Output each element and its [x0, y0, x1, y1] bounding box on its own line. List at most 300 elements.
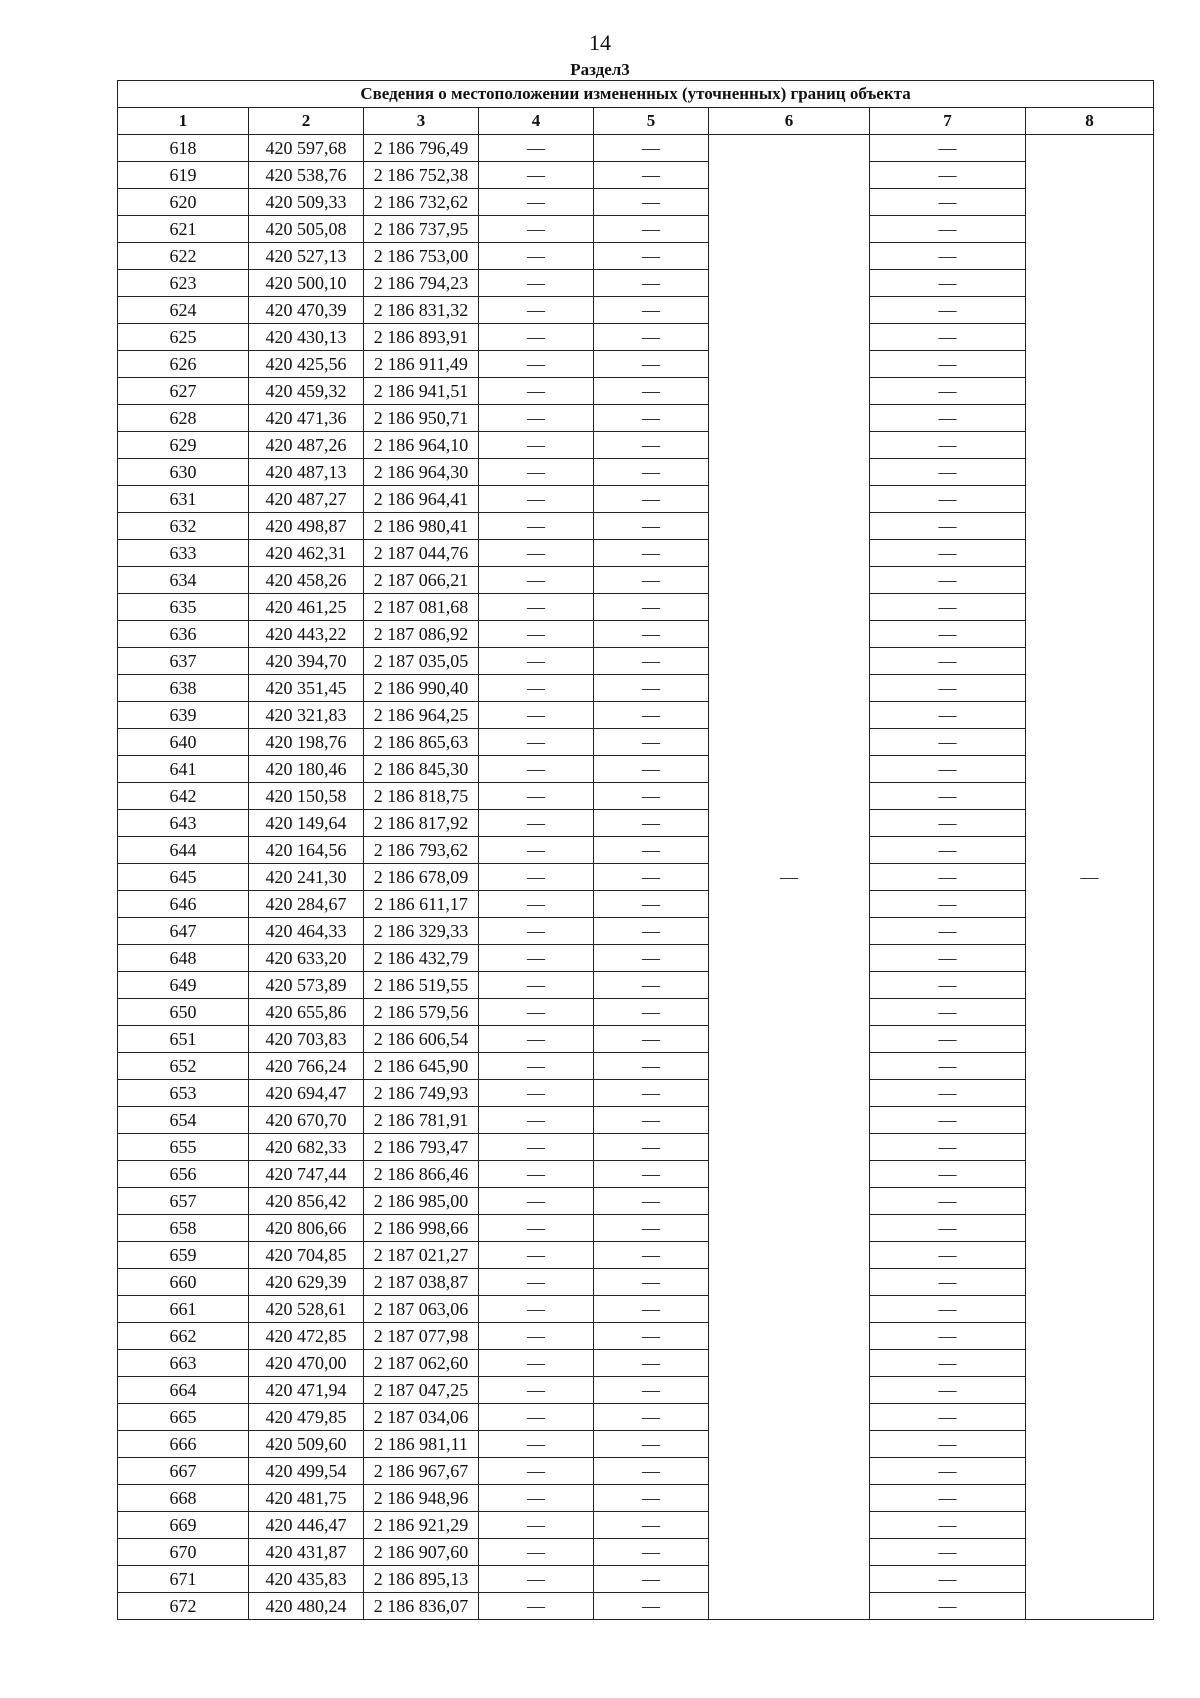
column-5-cell: —: [594, 351, 709, 378]
column-7-cell: —: [870, 540, 1026, 567]
column-5-cell: —: [594, 1323, 709, 1350]
table-row: [118, 918, 1154, 945]
column-5-cell: —: [594, 1296, 709, 1323]
column-5-cell: —: [594, 675, 709, 702]
table-row: [118, 810, 1154, 837]
table-row: [118, 1350, 1154, 1377]
column-5-cell: —: [594, 1566, 709, 1593]
point-number-cell: 665: [118, 1404, 249, 1431]
table-row: [118, 756, 1154, 783]
y-coordinate-cell: 2 186 781,91: [364, 1107, 479, 1134]
table-row: [118, 189, 1154, 216]
x-coordinate-cell: 420 431,87: [249, 1539, 364, 1566]
column-7-cell: —: [870, 432, 1026, 459]
point-number-cell: 649: [118, 972, 249, 999]
column-7-cell: —: [870, 1134, 1026, 1161]
table-row: [118, 513, 1154, 540]
column-4-cell: —: [479, 1296, 594, 1323]
x-coordinate-cell: 420 180,46: [249, 756, 364, 783]
point-number-cell: 634: [118, 567, 249, 594]
x-coordinate-cell: 420 670,70: [249, 1107, 364, 1134]
point-number-cell: 639: [118, 702, 249, 729]
point-number-cell: 630: [118, 459, 249, 486]
column-7-cell: —: [870, 864, 1026, 891]
column-4-cell: —: [479, 162, 594, 189]
column-5-cell: —: [594, 567, 709, 594]
x-coordinate-cell: 420 505,08: [249, 216, 364, 243]
column-5-cell: —: [594, 270, 709, 297]
table-row: [118, 324, 1154, 351]
column-7-cell: —: [870, 243, 1026, 270]
column-7-cell: —: [870, 594, 1026, 621]
x-coordinate-cell: 420 528,61: [249, 1296, 364, 1323]
column-4-cell: —: [479, 297, 594, 324]
table-row: [118, 1242, 1154, 1269]
x-coordinate-cell: 420 487,26: [249, 432, 364, 459]
point-number-cell: 664: [118, 1377, 249, 1404]
table-row: [118, 729, 1154, 756]
table-row: [118, 567, 1154, 594]
column-header: 4: [479, 108, 594, 135]
point-number-cell: 670: [118, 1539, 249, 1566]
column-4-cell: —: [479, 189, 594, 216]
point-number-cell: 638: [118, 675, 249, 702]
table-row: [118, 1053, 1154, 1080]
x-coordinate-cell: 420 321,83: [249, 702, 364, 729]
column-5-cell: —: [594, 1485, 709, 1512]
column-4-cell: —: [479, 1053, 594, 1080]
table-row: [118, 243, 1154, 270]
point-number-cell: 661: [118, 1296, 249, 1323]
column-7-cell: —: [870, 1161, 1026, 1188]
column-5-cell: —: [594, 135, 709, 162]
y-coordinate-cell: 2 186 793,47: [364, 1134, 479, 1161]
table-row: [118, 864, 1154, 891]
column-5-cell: —: [594, 810, 709, 837]
column-5-cell: —: [594, 1134, 709, 1161]
x-coordinate-cell: 420 425,56: [249, 351, 364, 378]
column-7-cell: —: [870, 1269, 1026, 1296]
point-number-cell: 671: [118, 1566, 249, 1593]
column-7-cell: —: [870, 270, 1026, 297]
table-row: [118, 702, 1154, 729]
page-number: 14: [589, 30, 611, 55]
y-coordinate-cell: 2 186 645,90: [364, 1053, 479, 1080]
column-4-cell: —: [479, 1404, 594, 1431]
y-coordinate-cell: 2 186 732,62: [364, 189, 479, 216]
column-4-cell: —: [479, 702, 594, 729]
column-7-cell: —: [870, 1593, 1026, 1620]
column-7-cell: —: [870, 513, 1026, 540]
point-number-cell: 666: [118, 1431, 249, 1458]
table-row: [118, 1431, 1154, 1458]
column-5-cell: —: [594, 837, 709, 864]
table-caption: Сведения о местоположении измененных (уточненных) границ объекта: [118, 81, 1154, 108]
column-4-cell: —: [479, 1026, 594, 1053]
column-5-cell: —: [594, 1458, 709, 1485]
y-coordinate-cell: 2 186 967,67: [364, 1458, 479, 1485]
x-coordinate-cell: 420 766,24: [249, 1053, 364, 1080]
column-5-cell: —: [594, 189, 709, 216]
column-7-cell: —: [870, 1512, 1026, 1539]
column-7-cell: —: [870, 297, 1026, 324]
y-coordinate-cell: 2 186 980,41: [364, 513, 479, 540]
table-row: [118, 405, 1154, 432]
column-5-cell: —: [594, 243, 709, 270]
table-row: [118, 1512, 1154, 1539]
y-coordinate-cell: 2 186 990,40: [364, 675, 479, 702]
table-row: [118, 162, 1154, 189]
y-coordinate-cell: 2 187 062,60: [364, 1350, 479, 1377]
point-number-cell: 618: [118, 135, 249, 162]
point-number-cell: 660: [118, 1269, 249, 1296]
x-coordinate-cell: 420 694,47: [249, 1080, 364, 1107]
column-5-cell: —: [594, 513, 709, 540]
x-coordinate-cell: 420 633,20: [249, 945, 364, 972]
table-row: [118, 1134, 1154, 1161]
x-coordinate-cell: 420 487,27: [249, 486, 364, 513]
y-coordinate-cell: 2 186 950,71: [364, 405, 479, 432]
column-4-cell: —: [479, 999, 594, 1026]
point-number-cell: 644: [118, 837, 249, 864]
x-coordinate-cell: 420 472,85: [249, 1323, 364, 1350]
column-4-cell: —: [479, 864, 594, 891]
column-4-cell: —: [479, 1485, 594, 1512]
y-coordinate-cell: 2 186 845,30: [364, 756, 479, 783]
column-4-cell: —: [479, 1323, 594, 1350]
point-number-cell: 663: [118, 1350, 249, 1377]
point-number-cell: 628: [118, 405, 249, 432]
y-coordinate-cell: 2 187 021,27: [364, 1242, 479, 1269]
column-5-cell: —: [594, 459, 709, 486]
column-4-cell: —: [479, 1080, 594, 1107]
column-5-cell: —: [594, 891, 709, 918]
column-7-cell: —: [870, 1539, 1026, 1566]
table-row: [118, 1593, 1154, 1620]
x-coordinate-cell: 420 471,94: [249, 1377, 364, 1404]
y-coordinate-cell: 2 186 611,17: [364, 891, 479, 918]
point-number-cell: 652: [118, 1053, 249, 1080]
column-7-cell: —: [870, 324, 1026, 351]
column-4-cell: —: [479, 567, 594, 594]
table-row: [118, 621, 1154, 648]
column-5-cell: —: [594, 1026, 709, 1053]
x-coordinate-cell: 420 435,83: [249, 1566, 364, 1593]
table-row: [118, 135, 1154, 162]
column-4-cell: —: [479, 1107, 594, 1134]
point-number-cell: 641: [118, 756, 249, 783]
column-5-cell: —: [594, 729, 709, 756]
y-coordinate-cell: 2 186 818,75: [364, 783, 479, 810]
x-coordinate-cell: 420 462,31: [249, 540, 364, 567]
column-4-cell: —: [479, 675, 594, 702]
point-number-cell: 656: [118, 1161, 249, 1188]
y-coordinate-cell: 2 186 893,91: [364, 324, 479, 351]
column-5-cell: —: [594, 1404, 709, 1431]
column-5-cell: —: [594, 1188, 709, 1215]
point-number-cell: 648: [118, 945, 249, 972]
column-4-cell: —: [479, 459, 594, 486]
column-5-cell: —: [594, 297, 709, 324]
column-5-cell: —: [594, 621, 709, 648]
table-row: [118, 1215, 1154, 1242]
table-row: [118, 216, 1154, 243]
column-7-cell: —: [870, 837, 1026, 864]
y-coordinate-cell: 2 186 793,62: [364, 837, 479, 864]
column-header: 5: [594, 108, 709, 135]
x-coordinate-cell: 420 446,47: [249, 1512, 364, 1539]
y-coordinate-cell: 2 186 911,49: [364, 351, 479, 378]
column-4-cell: —: [479, 1242, 594, 1269]
y-coordinate-cell: 2 186 579,56: [364, 999, 479, 1026]
column-4-cell: —: [479, 837, 594, 864]
column-6-cell: —: [709, 135, 870, 1620]
x-coordinate-cell: 420 464,33: [249, 918, 364, 945]
y-coordinate-cell: 2 186 737,95: [364, 216, 479, 243]
point-number-cell: 659: [118, 1242, 249, 1269]
column-5-cell: —: [594, 540, 709, 567]
point-number-cell: 658: [118, 1215, 249, 1242]
column-5-cell: —: [594, 918, 709, 945]
column-7-cell: —: [870, 729, 1026, 756]
column-4-cell: —: [479, 648, 594, 675]
column-5-cell: —: [594, 1593, 709, 1620]
y-coordinate-cell: 2 187 035,05: [364, 648, 479, 675]
x-coordinate-cell: 420 703,83: [249, 1026, 364, 1053]
point-number-cell: 636: [118, 621, 249, 648]
column-5-cell: —: [594, 1431, 709, 1458]
x-coordinate-cell: 420 682,33: [249, 1134, 364, 1161]
column-5-cell: —: [594, 1512, 709, 1539]
y-coordinate-cell: 2 186 519,55: [364, 972, 479, 999]
point-number-cell: 621: [118, 216, 249, 243]
point-number-cell: 657: [118, 1188, 249, 1215]
x-coordinate-cell: 420 747,44: [249, 1161, 364, 1188]
y-coordinate-cell: 2 186 981,11: [364, 1431, 479, 1458]
y-coordinate-cell: 2 186 921,29: [364, 1512, 479, 1539]
column-4-cell: —: [479, 1269, 594, 1296]
column-header: 1: [118, 108, 249, 135]
column-header: 6: [709, 108, 870, 135]
table-row: [118, 594, 1154, 621]
column-4-cell: —: [479, 1134, 594, 1161]
x-coordinate-cell: 420 704,85: [249, 1242, 364, 1269]
point-number-cell: 624: [118, 297, 249, 324]
column-4-cell: —: [479, 1161, 594, 1188]
column-7-cell: —: [870, 1404, 1026, 1431]
x-coordinate-cell: 420 241,30: [249, 864, 364, 891]
column-4-cell: —: [479, 1566, 594, 1593]
point-number-cell: 662: [118, 1323, 249, 1350]
column-4-cell: —: [479, 945, 594, 972]
coordinates-table: [117, 80, 1154, 1620]
x-coordinate-cell: 420 458,26: [249, 567, 364, 594]
column-5-cell: —: [594, 1080, 709, 1107]
column-5-cell: —: [594, 1053, 709, 1080]
column-7-cell: —: [870, 756, 1026, 783]
column-5-cell: —: [594, 486, 709, 513]
y-coordinate-cell: 2 186 836,07: [364, 1593, 479, 1620]
column-4-cell: —: [479, 243, 594, 270]
column-7-cell: —: [870, 459, 1026, 486]
table-row: [118, 297, 1154, 324]
y-coordinate-cell: 2 186 964,30: [364, 459, 479, 486]
column-4-cell: —: [479, 513, 594, 540]
y-coordinate-cell: 2 187 038,87: [364, 1269, 479, 1296]
table-row: [118, 1026, 1154, 1053]
x-coordinate-cell: 420 443,22: [249, 621, 364, 648]
column-7-cell: —: [870, 675, 1026, 702]
x-coordinate-cell: 420 500,10: [249, 270, 364, 297]
table-row: [118, 351, 1154, 378]
table-row: [118, 486, 1154, 513]
point-number-cell: 653: [118, 1080, 249, 1107]
column-5-cell: —: [594, 1215, 709, 1242]
point-number-cell: 626: [118, 351, 249, 378]
point-number-cell: 622: [118, 243, 249, 270]
table-row: [118, 1377, 1154, 1404]
column-7-cell: —: [870, 1350, 1026, 1377]
column-5-cell: —: [594, 783, 709, 810]
x-coordinate-cell: 420 479,85: [249, 1404, 364, 1431]
column-5-cell: —: [594, 216, 709, 243]
column-7-cell: —: [870, 486, 1026, 513]
column-4-cell: —: [479, 783, 594, 810]
column-7-cell: —: [870, 1026, 1026, 1053]
point-number-cell: 633: [118, 540, 249, 567]
column-7-cell: —: [870, 1458, 1026, 1485]
y-coordinate-cell: 2 187 086,92: [364, 621, 479, 648]
y-coordinate-cell: 2 186 796,49: [364, 135, 479, 162]
table-row: [118, 1458, 1154, 1485]
x-coordinate-cell: 420 498,87: [249, 513, 364, 540]
y-coordinate-cell: 2 186 985,00: [364, 1188, 479, 1215]
table-row: [118, 378, 1154, 405]
column-4-cell: —: [479, 1431, 594, 1458]
y-coordinate-cell: 2 186 606,54: [364, 1026, 479, 1053]
table-row: [118, 270, 1154, 297]
x-coordinate-cell: 420 284,67: [249, 891, 364, 918]
column-5-cell: —: [594, 1161, 709, 1188]
point-number-cell: 625: [118, 324, 249, 351]
point-number-cell: 654: [118, 1107, 249, 1134]
column-7-cell: —: [870, 351, 1026, 378]
column-4-cell: —: [479, 486, 594, 513]
column-4-cell: —: [479, 729, 594, 756]
y-coordinate-cell: 2 186 753,00: [364, 243, 479, 270]
column-header: 8: [1026, 108, 1154, 135]
column-5-cell: —: [594, 1269, 709, 1296]
column-5-cell: —: [594, 324, 709, 351]
x-coordinate-cell: 420 430,13: [249, 324, 364, 351]
column-7-cell: —: [870, 216, 1026, 243]
column-7-cell: —: [870, 1566, 1026, 1593]
point-number-cell: 627: [118, 378, 249, 405]
y-coordinate-cell: 2 186 866,46: [364, 1161, 479, 1188]
y-coordinate-cell: 2 187 077,98: [364, 1323, 479, 1350]
column-7-cell: —: [870, 405, 1026, 432]
column-5-cell: —: [594, 405, 709, 432]
x-coordinate-cell: 420 470,39: [249, 297, 364, 324]
y-coordinate-cell: 2 186 817,92: [364, 810, 479, 837]
x-coordinate-cell: 420 538,76: [249, 162, 364, 189]
x-coordinate-cell: 420 150,58: [249, 783, 364, 810]
y-coordinate-cell: 2 186 749,93: [364, 1080, 479, 1107]
y-coordinate-cell: 2 186 964,41: [364, 486, 479, 513]
column-4-cell: —: [479, 810, 594, 837]
point-number-cell: 640: [118, 729, 249, 756]
y-coordinate-cell: 2 187 044,76: [364, 540, 479, 567]
y-coordinate-cell: 2 186 432,79: [364, 945, 479, 972]
section-title: Раздел3: [570, 60, 630, 79]
column-7-cell: —: [870, 621, 1026, 648]
x-coordinate-cell: 420 499,54: [249, 1458, 364, 1485]
column-7-cell: —: [870, 1323, 1026, 1350]
column-8-cell: —: [1026, 135, 1154, 1620]
point-number-cell: 668: [118, 1485, 249, 1512]
column-4-cell: —: [479, 1377, 594, 1404]
y-coordinate-cell: 2 186 964,10: [364, 432, 479, 459]
column-4-cell: —: [479, 1512, 594, 1539]
table-row: [118, 1566, 1154, 1593]
table-row: [118, 999, 1154, 1026]
column-4-cell: —: [479, 216, 594, 243]
column-4-cell: —: [479, 135, 594, 162]
column-7-cell: —: [870, 1485, 1026, 1512]
column-4-cell: —: [479, 1539, 594, 1566]
column-header: 3: [364, 108, 479, 135]
column-4-cell: —: [479, 378, 594, 405]
point-number-cell: 623: [118, 270, 249, 297]
column-5-cell: —: [594, 1107, 709, 1134]
column-5-cell: —: [594, 945, 709, 972]
column-7-cell: —: [870, 378, 1026, 405]
table-row: [118, 459, 1154, 486]
y-coordinate-cell: 2 186 329,33: [364, 918, 479, 945]
x-coordinate-cell: 420 806,66: [249, 1215, 364, 1242]
point-number-cell: 637: [118, 648, 249, 675]
table-row: [118, 540, 1154, 567]
table-row: [118, 675, 1154, 702]
column-7-cell: —: [870, 1296, 1026, 1323]
x-coordinate-cell: 420 856,42: [249, 1188, 364, 1215]
column-5-cell: —: [594, 999, 709, 1026]
column-4-cell: —: [479, 351, 594, 378]
column-4-cell: —: [479, 972, 594, 999]
table-row: [118, 972, 1154, 999]
x-coordinate-cell: 420 629,39: [249, 1269, 364, 1296]
point-number-cell: 669: [118, 1512, 249, 1539]
x-coordinate-cell: 420 481,75: [249, 1485, 364, 1512]
column-7-cell: —: [870, 1242, 1026, 1269]
y-coordinate-cell: 2 187 047,25: [364, 1377, 479, 1404]
table-row: [118, 945, 1154, 972]
point-number-cell: 667: [118, 1458, 249, 1485]
point-number-cell: 655: [118, 1134, 249, 1161]
x-coordinate-cell: 420 459,32: [249, 378, 364, 405]
x-coordinate-cell: 420 394,70: [249, 648, 364, 675]
y-coordinate-cell: 2 187 063,06: [364, 1296, 479, 1323]
column-7-cell: —: [870, 1107, 1026, 1134]
table-row: [118, 1188, 1154, 1215]
point-number-cell: 651: [118, 1026, 249, 1053]
column-5-cell: —: [594, 1350, 709, 1377]
column-5-cell: —: [594, 648, 709, 675]
point-number-cell: 647: [118, 918, 249, 945]
point-number-cell: 635: [118, 594, 249, 621]
table-body: [118, 135, 1154, 1620]
point-number-cell: 620: [118, 189, 249, 216]
